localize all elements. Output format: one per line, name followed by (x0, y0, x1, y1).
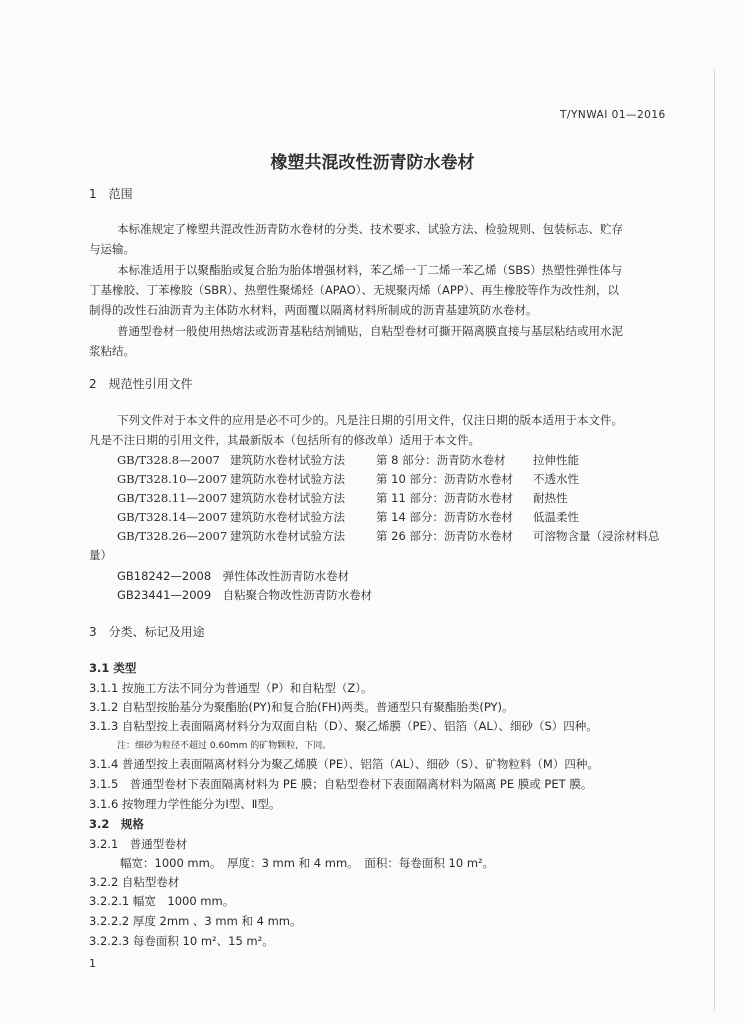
section-2-paragraph-line-1: 下列文件对于本文件的应用是必不可少的。凡是注日期的引用文件，仅注日期的版本适用于本文件。 (117, 413, 623, 427)
reference-5-continuation: 量） (89, 548, 112, 562)
document-number: T/YNWAI 01—2016 (560, 109, 666, 121)
reference-topic: 不透水性 (533, 472, 579, 486)
reference-name: 建筑防水卷材试验方法 (230, 453, 345, 467)
subsection-3-2-heading: 3.2 规格 (89, 817, 144, 831)
reference-part: 第 11 部分：沥青防水卷材 (376, 491, 513, 505)
clause-3-2-2: 3.2.2 自粘型卷材 (89, 875, 180, 889)
section-2-heading: 2 规范性引用文件 (89, 377, 193, 391)
reference-name: 建筑防水卷材试验方法 (230, 491, 345, 505)
reference-topic: 拉伸性能 (533, 453, 579, 467)
clause-3-1-3: 3.1.3 自粘型按上表面隔离材料分为双面自粘（D）、聚乙烯膜（PE）、铝箔（AL）、细砂（S）四种。 (89, 719, 598, 733)
reference-row (117, 509, 697, 525)
reference-name: 建筑防水卷材试验方法 (230, 529, 345, 543)
reference-code: GB/T328.10—2007 (117, 472, 228, 486)
page-edge-line (714, 70, 715, 1010)
reference-code: GB/T328.8—2007 (117, 453, 220, 467)
reference-code: GB/T328.11—2007 (117, 491, 228, 505)
reference-code: GB/T328.26—2007 (117, 529, 228, 543)
reference-part: 第 26 部分：沥青防水卷材 (376, 529, 513, 543)
section-3-heading: 3 分类、标记及用途 (89, 625, 205, 639)
clause-3-1-1: 3.1.1 按施工方法不同分为普通型（P）和自粘型（Z）。 (89, 681, 373, 695)
section-1-paragraph-1-line-1: 本标准规定了橡塑共混改性沥青防水卷材的分类、技术要求、试验方法、检验规则、包装标志、贮存 (117, 222, 623, 236)
reference-name: 建筑防水卷材试验方法 (230, 510, 345, 524)
reference-7: GB23441—2009 自粘聚合物改性沥青防水卷材 (117, 588, 373, 602)
section-2-paragraph-line-2: 凡是不注日期的引用文件，其最新版本（包括所有的修改单）适用于本文件。 (89, 433, 480, 447)
reference-6: GB18242—2008 弹性体改性沥青防水卷材 (117, 569, 350, 583)
reference-row (117, 452, 697, 468)
reference-code: GB/T328.14—2007 (117, 510, 228, 524)
reference-part: 第 8 部分：沥青防水卷材 (376, 453, 506, 467)
reference-row (117, 490, 697, 506)
section-1-paragraph-1-line-2: 与运输。 (89, 242, 135, 256)
clause-3-1-2: 3.1.2 自粘型按胎基分为聚酯胎(PY)和复合胎(FH)两类。普通型只有聚酯胎类(PY)。 (89, 700, 514, 714)
reference-topic: 可溶物含量（浸涂材料总 (533, 529, 660, 543)
section-1-paragraph-2-line-1: 本标准适用于以聚酯胎或复合胎为胎体增强材料，苯乙烯一丁二烯一苯乙烯（SBS）热塑性弹性体与 (117, 263, 623, 277)
reference-name: 建筑防水卷材试验方法 (230, 472, 345, 486)
reference-topic: 耐热性 (533, 491, 568, 505)
reference-topic: 低温柔性 (533, 510, 579, 524)
clause-3-2-2-2: 3.2.2.2 厚度 2mm 、3 mm 和 4 mm。 (89, 914, 302, 928)
clause-3-1-5: 3.1.5 普通型卷材下表面隔离材料为 PE 膜；自粘型卷材下表面隔离材料为隔离 PE 膜或 PET 膜。 (89, 777, 593, 791)
subsection-3-1-heading: 3.1 类型 (89, 661, 137, 675)
page-number: 1 (89, 957, 96, 970)
section-1-paragraph-3-line-2: 浆粘结。 (89, 344, 135, 358)
clause-3-1-4: 3.1.4 普通型按上表面隔离材料分为聚乙烯膜（PE）、铝箔（AL）、细砂（S）、矿物粒料（M）四种。 (89, 757, 599, 771)
section-1-paragraph-2-line-3: 制得的改性石油沥青为主体防水材料，两面覆以隔离材料所制成的沥青基建筑防水卷材。 (89, 303, 538, 317)
clause-3-1-3-note: 注：细砂为粒径不超过 0.60mm 的矿物颗粒，下同。 (117, 741, 332, 751)
clause-3-2-2-1: 3.2.2.1 幅宽 1000 mm。 (89, 894, 235, 908)
clause-3-2-1: 3.2.1 普通型卷材 (89, 837, 188, 851)
document-title: 橡塑共混改性沥青防水卷材 (270, 153, 475, 173)
reference-part: 第 10 部分：沥青防水卷材 (376, 472, 513, 486)
clause-3-2-2-3: 3.2.2.3 每卷面积 10 m²、15 m²。 (89, 934, 274, 948)
reference-part: 第 14 部分：沥青防水卷材 (376, 510, 513, 524)
clause-3-2-1-detail: 幅宽：1000 mm。 厚度：3 mm 和 4 mm。 面积：每卷面积 10 m²。 (120, 856, 495, 870)
reference-row (117, 471, 697, 487)
reference-row (117, 528, 697, 544)
section-1-heading: 1 范围 (89, 187, 133, 201)
section-1-paragraph-3-line-1: 普通型卷材一般使用热熔法或沥青基粘结剂铺贴，自粘型卷材可撕开隔离膜直接与基层粘结或用水泥 (117, 324, 623, 338)
clause-3-1-6: 3.1.6 按物理力学性能分为Ⅰ型、Ⅱ型。 (89, 797, 281, 811)
section-1-paragraph-2-line-2: 丁基橡胶、丁苯橡胶（SBR）、热塑性聚烯烃（APAO）、无规聚丙烯（APP）、再生橡胶等作为改性剂，以 (89, 283, 619, 297)
